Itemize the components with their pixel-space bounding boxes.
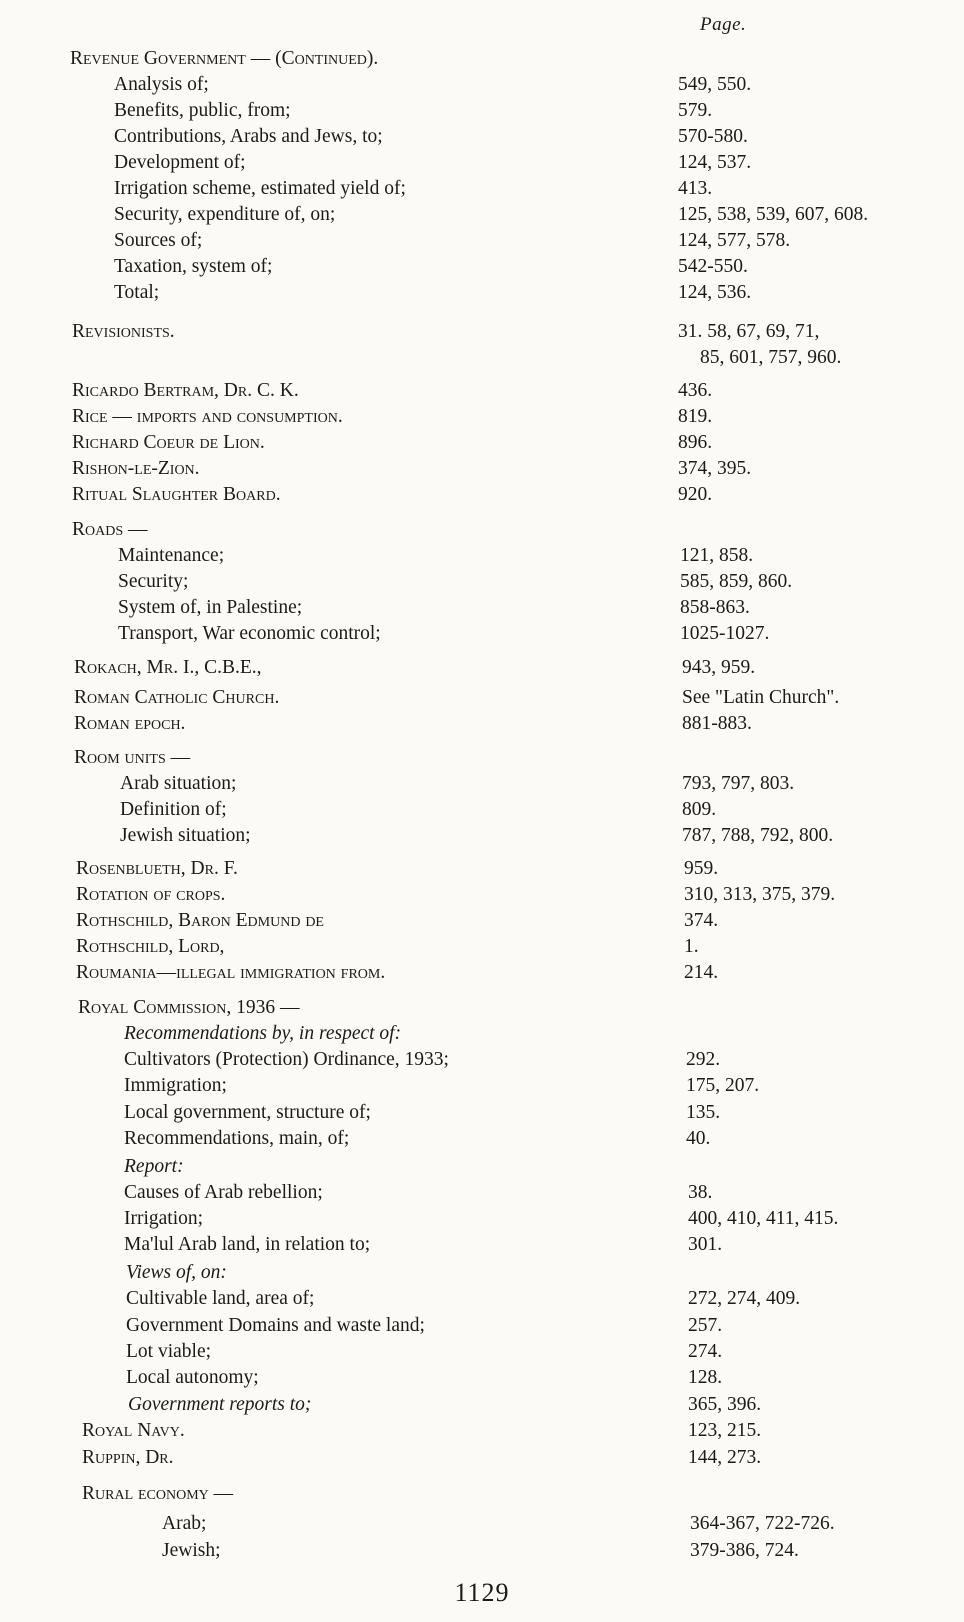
index-subentry: Irrigation; [124,1208,204,1229]
index-subentry: Taxation, system of; [114,256,273,277]
index-subentry: Arab situation; [120,773,237,794]
page-refs: 379-386, 724. [690,1540,799,1561]
page-refs: See "Latin Church". [682,687,840,708]
index-subentry: Analysis of; [114,74,209,95]
index-heading: Revenue Government — (Continued). [70,48,379,69]
page-refs: 920. [678,484,713,505]
page-number: 1129 [454,1578,510,1607]
index-subentry: Government Domains and waste land; [126,1315,425,1336]
page-refs: 274. [688,1341,723,1362]
page-refs: 585, 859, 860. [680,571,793,592]
index-subentry: Government reports to; [128,1394,312,1415]
index-subentry: Local autonomy; [126,1367,259,1388]
index-subentry: Security; [118,571,189,592]
page-refs: 272, 274, 409. [688,1288,801,1309]
index-subentry: Irrigation scheme, estimated yield of; [114,178,406,199]
index-heading: Rothschild, Lord, [76,936,225,957]
page-refs: 365, 396. [688,1394,762,1415]
index-heading: Rosenblueth, Dr. F. [76,858,238,879]
page-refs: 124, 536. [678,282,752,303]
index-heading: Royal Navy. [82,1420,185,1441]
index-subentry: Local government, structure of; [124,1102,371,1123]
index-subentry: Definition of; [120,799,227,820]
index-heading: Ruppin, Dr. [82,1447,174,1468]
page-refs: 38. [688,1182,713,1203]
index-subentry: Security, expenditure of, on; [114,204,336,225]
index-subheading: Views of, on: [126,1262,227,1283]
index-heading: Rishon-le-Zion. [72,458,200,479]
page-refs: 128. [688,1367,723,1388]
page-refs: 292. [686,1049,721,1070]
index-heading: Rotation of crops. [76,884,226,905]
index-subentry: Total; [114,282,160,303]
page-refs: 374, 395. [678,458,752,479]
page-refs: 570-580. [678,126,748,147]
index-subentry: Sources of; [114,230,203,251]
page-refs: 549, 550. [678,74,752,95]
page-refs: 31. 58, 67, 69, 71, [678,321,820,342]
page-refs: 144, 273. [688,1447,762,1468]
page-refs: 943, 959. [682,657,756,678]
page-refs: 809. [682,799,717,820]
page-refs: 1. [684,936,699,957]
page-refs: 124, 577, 578. [678,230,791,251]
index-subentry: Immigration; [124,1075,227,1096]
page-refs: 400, 410, 411, 415. [688,1208,839,1229]
page-refs: 364-367, 722-726. [690,1513,835,1534]
page-refs: 40. [686,1128,711,1149]
index-subentry: System of, in Palestine; [118,597,303,618]
index-heading: Rothschild, Baron Edmund de [76,910,324,931]
index-subentry: Ma'lul Arab land, in relation to; [124,1234,371,1255]
index-subheading: Report: [124,1156,184,1177]
page-refs: 374. [684,910,719,931]
index-heading: Revisionists. [72,321,175,342]
index-heading: Ritual Slaughter Board. [72,484,281,505]
index-subentry: Cultivable land, area of; [126,1288,315,1309]
index-heading: Ricardo Bertram, Dr. C. K. [72,380,299,401]
index-subentry: Transport, War economic control; [118,623,381,644]
page-refs: 123, 215. [688,1420,762,1441]
index-heading: Room units — [74,747,191,768]
index-heading: Richard Coeur de Lion. [72,432,265,453]
page-refs: 124, 537. [678,152,752,173]
page-refs-continued: 85, 601, 757, 960. [700,347,842,368]
page-refs: 819. [678,406,713,427]
page-refs: 125, 538, 539, 607, 608. [678,204,869,225]
page-refs: 1025-1027. [680,623,770,644]
page-refs: 858-863. [680,597,750,618]
index-subentry: Lot viable; [126,1341,212,1362]
index-subentry: Jewish situation; [120,825,251,846]
index-subentry: Development of; [114,152,246,173]
page-refs: 881-883. [682,713,752,734]
index-subentry: Arab; [162,1513,207,1534]
index-heading: Rice — imports and consumption. [72,406,343,427]
page-refs: 257. [688,1315,723,1336]
page-refs: 310, 313, 375, 379. [684,884,836,905]
index-heading: Rural economy — [82,1483,234,1504]
page-refs: 896. [678,432,713,453]
page-refs: 214. [684,962,719,983]
index-heading: Roumania—illegal immigration from. [76,962,386,983]
page-refs: 301. [688,1234,723,1255]
page-label: Page. [700,14,747,35]
index-subentry: Jewish; [162,1540,221,1561]
page-refs: 121, 858. [680,545,754,566]
index-subheading: Recommendations by, in respect of: [124,1023,402,1044]
page-refs: 436. [678,380,713,401]
page-refs: 579. [678,100,713,121]
index-heading: Roads — [72,519,148,540]
index-subentry: Causes of Arab rebellion; [124,1182,323,1203]
index-heading: Rokach, Mr. I., C.B.E., [74,657,262,678]
page-refs: 413. [678,178,713,199]
page-refs: 135. [686,1102,721,1123]
index-subentry: Maintenance; [118,545,225,566]
index-heading: Roman Catholic Church. [74,687,280,708]
page-refs: 793, 797, 803. [682,773,795,794]
index-heading: Roman epoch. [74,713,186,734]
index-heading: Royal Commission, 1936 — [78,997,300,1018]
page-refs: 542-550. [678,256,748,277]
index-subentry: Recommendations, main, of; [124,1128,350,1149]
page-refs: 959. [684,858,719,879]
page-refs: 787, 788, 792, 800. [682,825,834,846]
index-subentry: Cultivators (Protection) Ordinance, 1933; [124,1049,449,1070]
page-refs: 175, 207. [686,1075,760,1096]
index-subentry: Benefits, public, from; [114,100,291,121]
index-subentry: Contributions, Arabs and Jews, to; [114,126,383,147]
